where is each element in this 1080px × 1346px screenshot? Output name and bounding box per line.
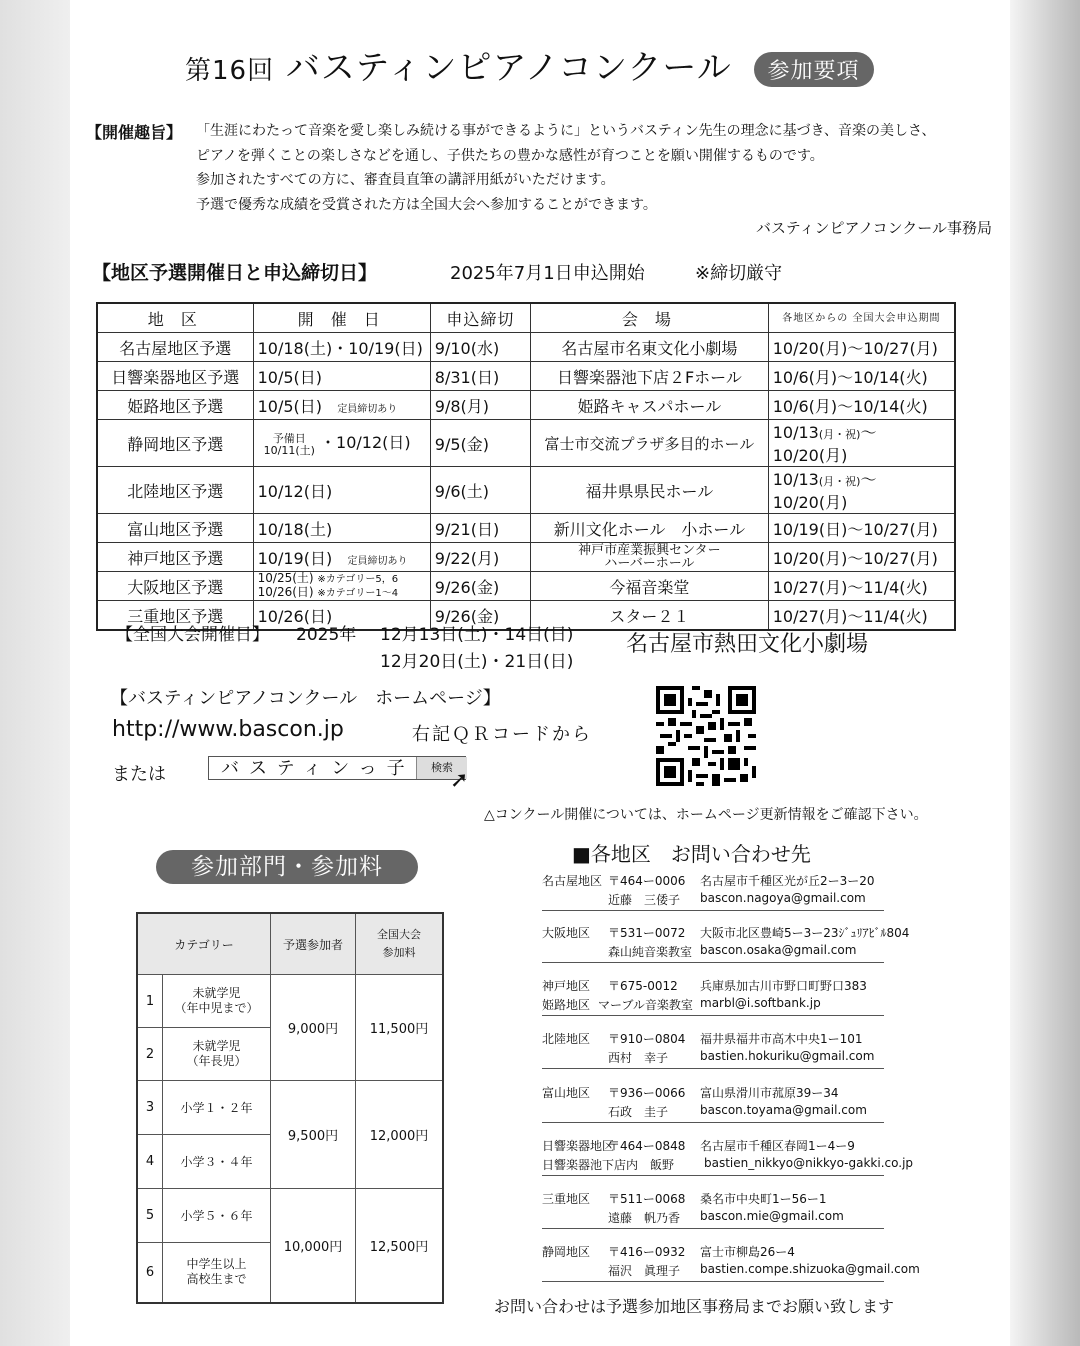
table-row (97, 420, 955, 467)
table-row (97, 467, 955, 514)
venue-cell: 名古屋市名東文化小劇場 (531, 333, 769, 362)
region-cell: 日響楽器地区予選 (97, 362, 253, 391)
category-number: 3 (137, 1081, 163, 1135)
region-cell: 静岡地区予選 (97, 420, 253, 467)
inquiry-entry (542, 1084, 884, 1123)
address: 福井県福井市高木中央1ー101 (700, 1032, 863, 1046)
date-cell: 10/18(土) (253, 514, 430, 543)
zip-code: 〒464ー0848 (608, 1139, 686, 1153)
deadline-note: ※締切厳守 (695, 263, 783, 284)
deadline-cell: 9/26(金) (430, 601, 530, 631)
fees-table (136, 912, 444, 1304)
apply-cell (768, 467, 955, 514)
region-cell: 名古屋地区予選 (97, 333, 253, 362)
contact-name: 福沢 眞理子 (608, 1264, 681, 1278)
area-name: 静岡地区 (542, 1245, 591, 1259)
homepage-heading: 【バスティンピアノコンクール ホームページ】 (110, 688, 501, 709)
category-number: 5 (137, 1189, 163, 1243)
deadline-cell: 9/21(日) (430, 514, 530, 543)
qr-instruction: 右記ＱＲコードから (412, 724, 592, 745)
date-text: 10/19(日) (257, 548, 333, 568)
or-label: または (112, 764, 166, 785)
search-button[interactable]: 検索 (416, 757, 467, 779)
national-venue: 名古屋市熱田文化小劇場 (626, 632, 869, 657)
col-deadline: 申込締切 (430, 303, 530, 333)
area-name: 三重地区 (542, 1192, 591, 1206)
apply-start: 10/13 (772, 423, 819, 442)
col-date: 開 催 日 (253, 303, 430, 333)
contact-name: 飯野 (650, 1158, 675, 1172)
area-name-2: 姫路地区 (542, 998, 591, 1012)
zip-code: 〒511ー0068 (608, 1192, 686, 1206)
table-row (97, 333, 955, 362)
national-fee: 12,500円 (356, 1189, 444, 1303)
category-note: ※カテゴリー5，6 (317, 574, 399, 585)
apply-cell: 10/27(月)～11/4(火) (768, 572, 955, 601)
apply-end: ～10/20(月) (772, 470, 877, 512)
category-label: 未就学児 (192, 1039, 241, 1053)
col-region: 地 区 (97, 303, 253, 333)
address: 兵庫県加古川市野口町野口383 (700, 979, 867, 993)
left-margin (0, 0, 70, 1346)
inquiry-entry (542, 1137, 914, 1176)
title-edition: 第16回 (185, 56, 275, 86)
date-cell: 10/18(土)・10/19(日) (253, 333, 430, 362)
venue-cell: 姫路キャスパホール (531, 391, 769, 420)
table-row (97, 391, 955, 420)
date-cell (253, 391, 430, 420)
title-name: バスティンピアノコンクール (285, 48, 732, 88)
contact-name: 石政 圭子 (608, 1105, 669, 1119)
venue-cell: 福井県県民ホール (531, 467, 769, 514)
date-cell: 10/12(日) (253, 467, 430, 514)
page-title (185, 40, 874, 89)
category-sub: （年中児まで） (174, 1001, 259, 1015)
email-link[interactable]: bastien_nikkyo@nikkyo-gakki.co.jp (704, 1156, 914, 1170)
email-link[interactable]: bascon.osaka@gmail.com (700, 943, 857, 957)
right-margin (1010, 0, 1080, 1346)
deadline-cell: 9/22(月) (430, 543, 530, 572)
venue-cell: 日響楽器池下店２Fホール (531, 362, 769, 391)
venue-cell (531, 543, 769, 572)
purpose-line: 「生涯にわたって音楽を愛し楽しみ続ける事ができるように」というバスティン先生の理念に基づき、音楽の美しさ、 (196, 123, 936, 139)
deadline-cell: 9/10(水) (430, 333, 530, 362)
contact-name: 森山純音楽教室 (608, 945, 693, 959)
office-name: バスティンピアノコンクール事務局 (756, 219, 992, 237)
category-number: 4 (137, 1135, 163, 1189)
table-header-row (97, 303, 955, 333)
prelim-fee: 9,500円 (271, 1081, 356, 1189)
national-dates-2: 12月20日(土)・21日(日) (380, 652, 574, 672)
area-name: 日響楽器地区 (542, 1139, 615, 1153)
holiday-mark: (月・祝) (818, 428, 861, 441)
apply-cell: 10/6(月)～10/14(火) (768, 362, 955, 391)
contact-name: マーブル音楽教室 (598, 998, 693, 1012)
address: 富士市柳島26ー4 (700, 1245, 795, 1259)
apply-cell: 10/20(月)～10/27(月) (768, 333, 955, 362)
table-row (97, 362, 955, 391)
venue-cell: 富士市交流プラザ多目的ホール (531, 420, 769, 467)
venue-cell: 今福音楽堂 (531, 572, 769, 601)
region-cell: 三重地区予選 (97, 601, 253, 631)
category-label: 小学３・４年 (163, 1135, 271, 1189)
inquiry-entry (542, 977, 884, 1016)
prelim-fee: 9,000円 (271, 975, 356, 1081)
category-label: 中学生以上 (186, 1257, 247, 1272)
inquiry-entry (542, 1190, 884, 1229)
apply-cell (768, 420, 955, 467)
deadline-cell: 8/31(日) (430, 362, 530, 391)
address: 桑名市中央町1ー56ー1 (700, 1192, 827, 1206)
address: 大阪市北区豊崎5ー3ー23ｼﾞｭﾘｱﾋﾞﾙ804 (700, 926, 910, 940)
deadline-cell: 9/26(金) (430, 572, 530, 601)
purpose-line: 参加されたすべての方に、審査員直筆の講評用紙がいただけます。 (196, 172, 615, 188)
email-link[interactable]: marbl@i.softbank.jp (700, 996, 821, 1010)
purpose-text (196, 119, 996, 217)
inquiry-footer: お問い合わせは予選参加地区事務局までお願い致します (494, 1297, 895, 1316)
date-cell (253, 543, 430, 572)
category-sub: （年長児） (186, 1054, 247, 1068)
prelim-fee: 10,000円 (271, 1189, 356, 1303)
venue-line: ハーバーホール (604, 556, 695, 571)
deadline-cell: 9/5(金) (430, 420, 530, 467)
cursor-icon: ➚ (450, 768, 469, 793)
application-start: 2025年7月1日申込開始 (450, 263, 645, 284)
date-text: 10/26(日) (257, 585, 314, 599)
fees-heading: 参加部門・参加料 (156, 850, 418, 884)
area-name: 神戸地区 (542, 979, 591, 993)
col-national-apply: 各地区からの 全国大会申込期間 (768, 303, 955, 333)
category-number: 6 (137, 1243, 163, 1303)
category-note: ※カテゴリー1～4 (317, 588, 399, 599)
address: 富山県滑川市菰原39ー34 (700, 1086, 839, 1100)
email-link[interactable]: bastien.hokuriku@gmail.com (700, 1049, 875, 1063)
reserve-day: 10/11(土) (263, 443, 315, 457)
col-national-fee: 全国大会 参加料 (356, 913, 444, 975)
region-cell: 神戸地区予選 (97, 543, 253, 572)
email-link[interactable]: bastien.compe.shizuoka@gmail.com (700, 1262, 920, 1276)
zip-code: 〒531ー0072 (608, 926, 686, 940)
date-cell: 10/26(日) (253, 601, 430, 631)
zip-code: 〒910ー0804 (608, 1032, 686, 1046)
category-label: 小学５・６年 (163, 1189, 271, 1243)
qr-code-icon[interactable] (650, 686, 762, 786)
schedule-heading: 【地区予選開催日と申込締切日】 (92, 262, 378, 284)
inquiry-entry (542, 1243, 920, 1282)
inquiry-entry (542, 924, 910, 963)
schedule-table (96, 302, 956, 631)
zip-code: 〒936ー0066 (608, 1086, 686, 1100)
table-row (97, 543, 955, 572)
address: 名古屋市千種区春岡1ー4ー9 (700, 1139, 855, 1153)
deadline-cell: 9/8(月) (430, 391, 530, 420)
capacity-note: 定員締切あり (347, 555, 408, 567)
venue-line: 神戸市産業振興センター (578, 543, 721, 558)
col-venue: 会 場 (531, 303, 769, 333)
area-name: 富山地区 (542, 1086, 591, 1100)
table-row (137, 1081, 443, 1135)
table-row (97, 514, 955, 543)
apply-cell: 10/20(月)～10/27(月) (768, 543, 955, 572)
apply-cell: 10/27(月)～11/4(火) (768, 601, 955, 631)
purpose-heading: 【開催趣旨】 (86, 123, 183, 142)
deadline-cell: 9/6(土) (430, 467, 530, 514)
date-cell (253, 420, 430, 467)
region-cell: 姫路地区予選 (97, 391, 253, 420)
homepage-note: △コンクール開催については、ホームページ更新情報をご確認下さい。 (484, 807, 928, 823)
category-label: 小学１・２年 (163, 1081, 271, 1135)
table-header-row (137, 913, 443, 975)
apply-cell: 10/19(日)～10/27(月) (768, 514, 955, 543)
zip-code: 〒416ー0932 (608, 1245, 686, 1259)
date-text: 10/25(土) (257, 571, 314, 585)
title-badge: 参加要項 (754, 52, 874, 87)
date-text: ・10/12(日) (320, 433, 411, 453)
reserve-day-label: 予備日 (272, 431, 306, 445)
contact-name: 近藤 三倭子 (608, 893, 681, 907)
zip-code: 〒675-0012 (608, 979, 678, 993)
inquiry-entry (542, 872, 884, 911)
inquiry-heading: ■各地区 お問い合わせ先 (572, 842, 811, 866)
national-fee: 12,000円 (356, 1081, 444, 1189)
contact-name: 西村 幸子 (608, 1051, 669, 1065)
category-number: 2 (137, 1028, 163, 1081)
region-cell: 大阪地区予選 (97, 572, 253, 601)
table-row (137, 975, 443, 1028)
inquiry-entry (542, 1030, 884, 1069)
apply-cell: 10/6(月)～10/14(火) (768, 391, 955, 420)
capacity-note: 定員締切あり (337, 403, 398, 415)
region-cell: 北陸地区予選 (97, 467, 253, 514)
holiday-mark: (月・祝) (818, 475, 861, 488)
table-row (97, 572, 955, 601)
apply-end: ～10/20(月) (772, 423, 877, 465)
email-link[interactable]: bascon.nagoya@gmail.com (700, 891, 866, 905)
col-category: カテゴリー (137, 913, 271, 975)
purpose-line: 予選で優秀な成績を受賞された方は全国大会へ参加することができます。 (196, 196, 657, 213)
address: 名古屋市千種区光が丘2ー3ー20 (700, 874, 875, 888)
col-prelim-fee: 予選参加者 (271, 913, 356, 975)
email-link[interactable]: bascon.toyama@gmail.com (700, 1103, 867, 1117)
national-heading: 【全国大会開催日】 (116, 625, 269, 645)
category-number: 1 (137, 975, 163, 1028)
purpose-line: ピアノを弾くことの楽しさなどを通し、子供たちの豊かな感性が育つことを願い開催するものです。 (196, 147, 824, 164)
zip-code: 〒464ー0006 (608, 874, 686, 888)
category-cell (163, 1243, 271, 1303)
region-cell: 富山地区予選 (97, 514, 253, 543)
email-link[interactable]: bascon.mie@gmail.com (700, 1209, 844, 1223)
national-dates-1: 12月13日(土)・14日(日) (380, 625, 574, 645)
area-name: 大阪地区 (542, 926, 591, 940)
national-year: 2025年 (296, 625, 357, 645)
table-row (137, 1189, 443, 1243)
date-cell: 10/5(日) (253, 362, 430, 391)
national-fee: 11,500円 (356, 975, 444, 1081)
area-name: 北陸地区 (542, 1032, 591, 1046)
search-input[interactable]: バスティンっ子 (208, 756, 466, 780)
date-cell (253, 572, 430, 601)
category-cell (163, 975, 271, 1028)
area-name-2: 日響楽器池下店内 (542, 1158, 639, 1172)
category-label: 未就学児 (192, 986, 241, 1000)
date-text: 10/5(日) (257, 396, 323, 416)
contact-name: 遠藤 帆乃香 (608, 1211, 681, 1225)
category-cell (163, 1028, 271, 1081)
apply-start: 10/13 (772, 470, 819, 489)
homepage-link[interactable]: http://www.bascon.jp (112, 717, 344, 742)
venue-cell: スター２１ (531, 601, 769, 631)
area-name: 名古屋地区 (542, 874, 603, 888)
venue-cell: 新川文化ホール 小ホール (531, 514, 769, 543)
flyer-page (70, 0, 1010, 1346)
category-sub: 高校生まで (186, 1272, 247, 1287)
